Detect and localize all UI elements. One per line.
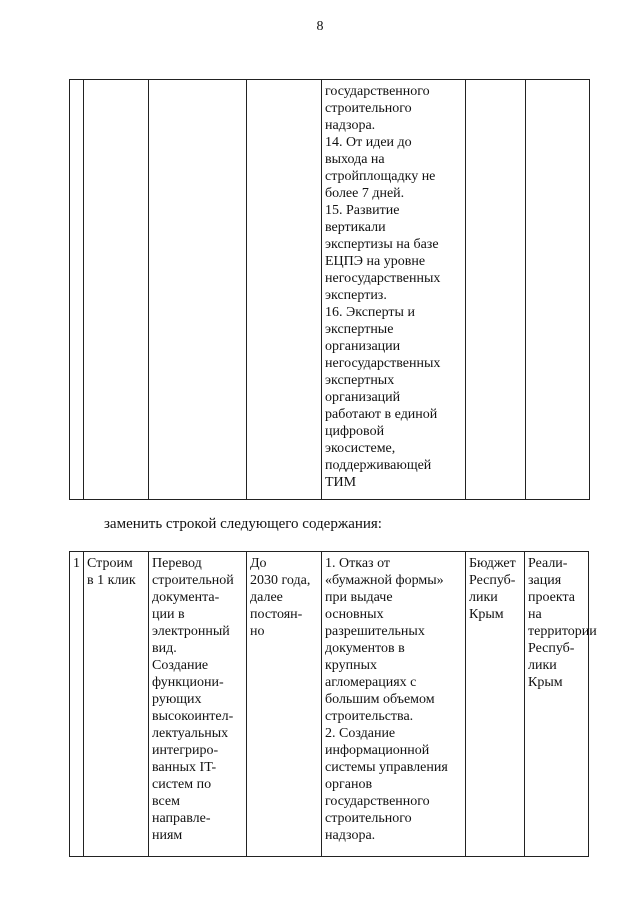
cell-results: государственного строительного надзора. 14. От идеи до выхода на стройплощадку не более 7 дней. 15. Развитие вертикали экспертизы на базе ЕЦПЭ на уровне негосударственных экспертиз. 16. Эксперты и экспертные организации негосударственных экспертных организаций работают в единой цифровой экосистеме, поддерживающей ТИМ bbox=[322, 80, 466, 500]
cell-results: 1. Отказ от «бумажной формы» при выдаче основных разрешительных документов в крупных агломерациях с большим объемом строительства. 2. Создание информационной системы управления органов государственного строительного надзора. bbox=[322, 552, 466, 857]
cell-description bbox=[149, 80, 247, 500]
cell-project-name: Строим в 1 клик bbox=[84, 552, 149, 857]
table-replacement-row bbox=[69, 551, 597, 857]
cell-number bbox=[70, 80, 84, 500]
table-row bbox=[70, 552, 589, 857]
cell-deadline bbox=[247, 80, 322, 500]
table-fragment-top bbox=[69, 79, 590, 500]
cell-funding bbox=[466, 80, 526, 500]
table-row bbox=[70, 80, 590, 500]
cell-project-name bbox=[84, 80, 149, 500]
cell-deadline: До 2030 года, далее постоян- но bbox=[247, 552, 322, 857]
page-number: 8 bbox=[316, 19, 324, 34]
cell-description: Перевод строительной документа- ции в электронный вид. Создание функциони- рующих высокоинтел- лектуальных интегриро- ванных IT- систем по всем направле- ниям bbox=[149, 552, 247, 857]
cell-funding: Бюджет Респуб- лики Крым bbox=[466, 552, 525, 857]
cell-notes bbox=[526, 80, 590, 500]
cell-notes: Реали- зация проекта на территории Респуб- лики Крым bbox=[525, 552, 589, 857]
cell-number: 1 bbox=[70, 552, 84, 857]
replacement-caption: заменить строкой следующего содержания: bbox=[104, 516, 382, 532]
